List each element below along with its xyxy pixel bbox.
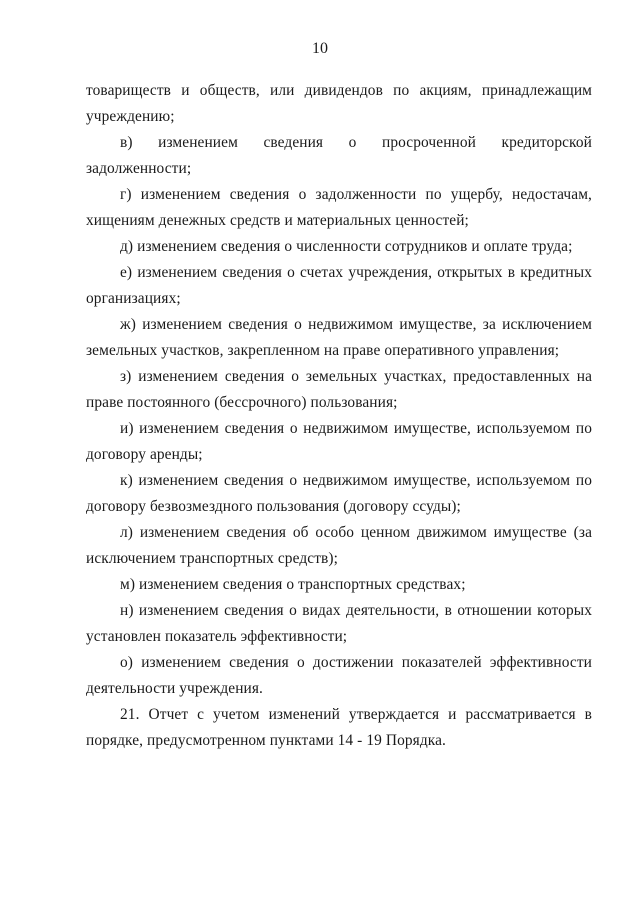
paragraph-continuation: товариществ и обществ, или дивидендов по акциям, принадлежащим учреждению; [86,82,592,125]
paragraph-item-l: л) изменением сведения об особо ценном движимом имуществе (за исключением транспортных средств); [86,524,592,567]
paragraph-item-m: м) изменением сведения о транспортных средствах; [120,576,466,593]
paragraph-item-k: к) изменением сведения о недвижимом имуществе, используемом по договору безвозмездного пользования (договору ссуды); [86,472,592,515]
paragraph-clause-21: 21. Отчет с учетом изменений утверждается и рассматривается в порядке, предусмотренном пунктами 14 - 19 Порядка. [86,706,592,749]
paragraph-item-e: е) изменением сведения о счетах учреждения, открытых в кредитных организациях; [86,264,592,307]
paragraph-item-z: з) изменением сведения о земельных участках, предоставленных на праве постоянного (бессрочного) пользования; [86,368,592,411]
page-number: 10 [312,40,328,57]
paragraph-item-n: н) изменением сведения о видах деятельности, в отношении которых установлен показатель эффективности; [86,602,592,645]
paragraph-item-d: д) изменением сведения о численности сотрудников и оплате труда; [120,238,573,255]
paragraph-item-g: г) изменением сведения о задолженности по ущербу, недостачам, хищениям денежных средств и материальных ценностей; [86,186,592,229]
body-text [86,78,592,754]
paragraph-item-zh: ж) изменением сведения о недвижимом имуществе, за исключением земельных участков, закрепленном на праве оперативного управления; [86,316,592,359]
paragraph-item-o: о) изменением сведения о достижении показателей эффективности деятельности учреждения. [86,654,592,697]
paragraph-item-i: и) изменением сведения о недвижимом имуществе, используемом по договору аренды; [86,420,592,463]
paragraph-item-v: в) изменением сведения о просроченной кредиторской задолженности; [86,134,592,177]
